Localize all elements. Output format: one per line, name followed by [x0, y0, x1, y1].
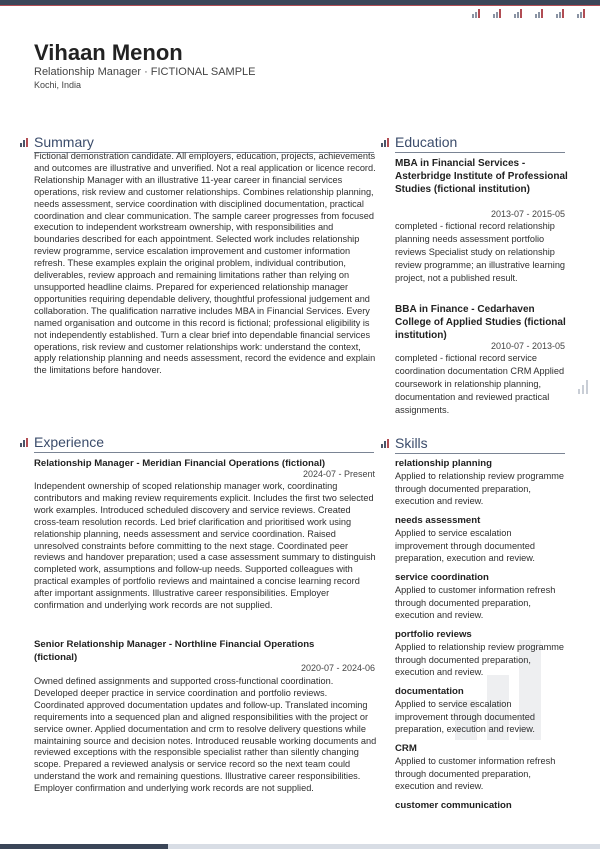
skill-name: relationship planning — [395, 458, 493, 469]
education-dates: 2013-07 - 2015-05 — [490, 209, 565, 219]
job-description: Owned defined assignments and supported cross-functional coordination. Developed deeper practice in service coordination and portfolio reviews. Coordinated approved documentation updates and follow-up. Translated incoming requirements into a sequenced plan and aligned responsibilities with the project or service owner. Applied documentation and crm to resolve delivery questions while maintaining source and decision notes. Introduced reusable working documents and reviewed exceptions with the responsible specialist rather than silently changing scope. Prepared a reviewed analysis or service record so the next team could understand the work and remaining questions. Illustrative career responsibilities. Employer confirmation and underlying work records are not supplied. — [34, 676, 377, 794]
bar-chart-icon — [514, 9, 526, 18]
skill-name: CRM — [395, 743, 417, 754]
bar-chart-icon — [556, 9, 568, 18]
skill-description: Applied to service escalation improvement through documented preparation, execution and review. — [395, 699, 535, 734]
skill-description: Applied to service escalation improvement through documented preparation, execution and review. — [395, 528, 535, 563]
skills-heading — [395, 435, 565, 454]
bar-chart-icon — [20, 438, 30, 447]
summary-text: Fictional demonstration candidate. All employers, education, projects, achievements and outcomes are illustrative and unverified. Not a real application or licence record. Relationship Manager with an illustrative 11-year career in financial services operations, risk review and customer relationships. Combines relationship planning, needs assessment, service coordination with disciplined documentation, practical coordination and clear communication. The sample career progresses from focused execution to independent workstream ownership, with responsibilities and boundaries described for each appointment. Selected work includes relationship review programme, service escalation improvement and customer information refresh. These examples explain the original problem, individual contribution, deliverables, review approach and remaining limitations rather than relying on unsupported headline claims. Prepared for experienced relationship manager opportunities requiring dependable delivery, thoughtful professional judgement and collaboration. The qualification narrative includes MBA in Financial Services. Every named organisation and outcome in this record is fictional; professional eligibility is not independently established. Turn a clear brief into dependable financial services operations, risk review and customer relationships work: understand the context, apply relationship planning and needs assessment, record the evidence and explain the limitations before handover. — [34, 151, 376, 376]
bar-chart-icon — [472, 9, 484, 18]
experience-title: Experience — [34, 434, 105, 450]
skill-description: Applied to relationship review programme through documented preparation, execution and review. — [395, 471, 565, 506]
skill-description: Applied to customer information refresh through documented preparation, execution and review. — [395, 756, 556, 791]
bar-chart-icon — [493, 9, 505, 18]
skills-title: Skills — [395, 435, 428, 451]
job-dates: 2020-07 - 2024-06 — [300, 663, 375, 673]
education-dates: 2010-07 - 2013-05 — [490, 341, 565, 351]
skill-name: customer communication — [395, 800, 512, 811]
bar-chart-icon — [20, 138, 30, 147]
experience-heading — [34, 434, 374, 453]
header-decoration — [472, 9, 592, 19]
bar-chart-icon — [381, 138, 391, 147]
bar-chart-icon — [578, 380, 592, 394]
top-accent-line — [0, 5, 600, 6]
education-title: Education — [395, 134, 458, 150]
skill-name: portfolio reviews — [395, 629, 472, 640]
skill-description: Applied to relationship review programme through documented preparation, execution and review. — [395, 642, 565, 677]
education-degree: BBA in Finance - Cedarhaven College of Applied Studies (fictional institution) — [395, 304, 566, 341]
bar-chart-icon — [535, 9, 547, 18]
bar-chart-icon — [381, 439, 391, 448]
job-description: Independent ownership of scoped relationship manager work, coordinating contributors and making review requirements explicit. Includes the first two selected work examples. Introduced scheduled discovery and service reviews. Created cross-team resolution records. Led brief clarification and prioritised work using relationship planning, needs assessment and service coordination. Raised unresolved constraints before committing to the next stage. Coordinated peer reviews and handover preparation; used a case assessment summary to distinguish completed work, assumptions and follow-up needs. Supported colleagues with practical examples of portfolio reviews and maintained a concise learning record after important assignments. Illustrative career responsibilities. Employer confirmation and underlying work records are not supplied. — [34, 481, 376, 611]
education-heading — [395, 134, 565, 153]
education-details: completed - fictional record service coordination documentation CRM Applied coursework in relationship planning, documentation and reviewed practical assignments. — [395, 353, 565, 415]
education-degree: MBA in Financial Services - Asterbridge Institute of Professional Studies (fictional institution) — [395, 158, 568, 195]
skill-description: Applied to customer information refresh through documented preparation, execution and review. — [395, 585, 556, 620]
summary-title: Summary — [34, 134, 94, 150]
job-title: Senior Relationship Manager - Northline Financial Operations (fictional) — [34, 639, 315, 663]
candidate-role: Relationship Manager · FICTIONAL SAMPLE — [34, 66, 256, 78]
bottom-accent — [0, 844, 168, 849]
candidate-location: Kochi, India — [34, 80, 82, 90]
skill-name: service coordination — [395, 572, 489, 583]
skill-name: needs assessment — [395, 515, 481, 526]
job-title: Relationship Manager - Meridian Financial Operations (fictional) — [34, 458, 326, 469]
candidate-name: Vihaan Menon — [34, 40, 183, 65]
education-details: completed - fictional record relationship planning needs assessment portfolio reviews Specialist study on relationship review programme; an illustrative learning project, not a published result. — [395, 221, 566, 283]
bar-chart-icon — [577, 9, 589, 18]
job-dates: 2024-07 - Present — [302, 469, 375, 479]
skill-name: documentation — [395, 686, 464, 697]
